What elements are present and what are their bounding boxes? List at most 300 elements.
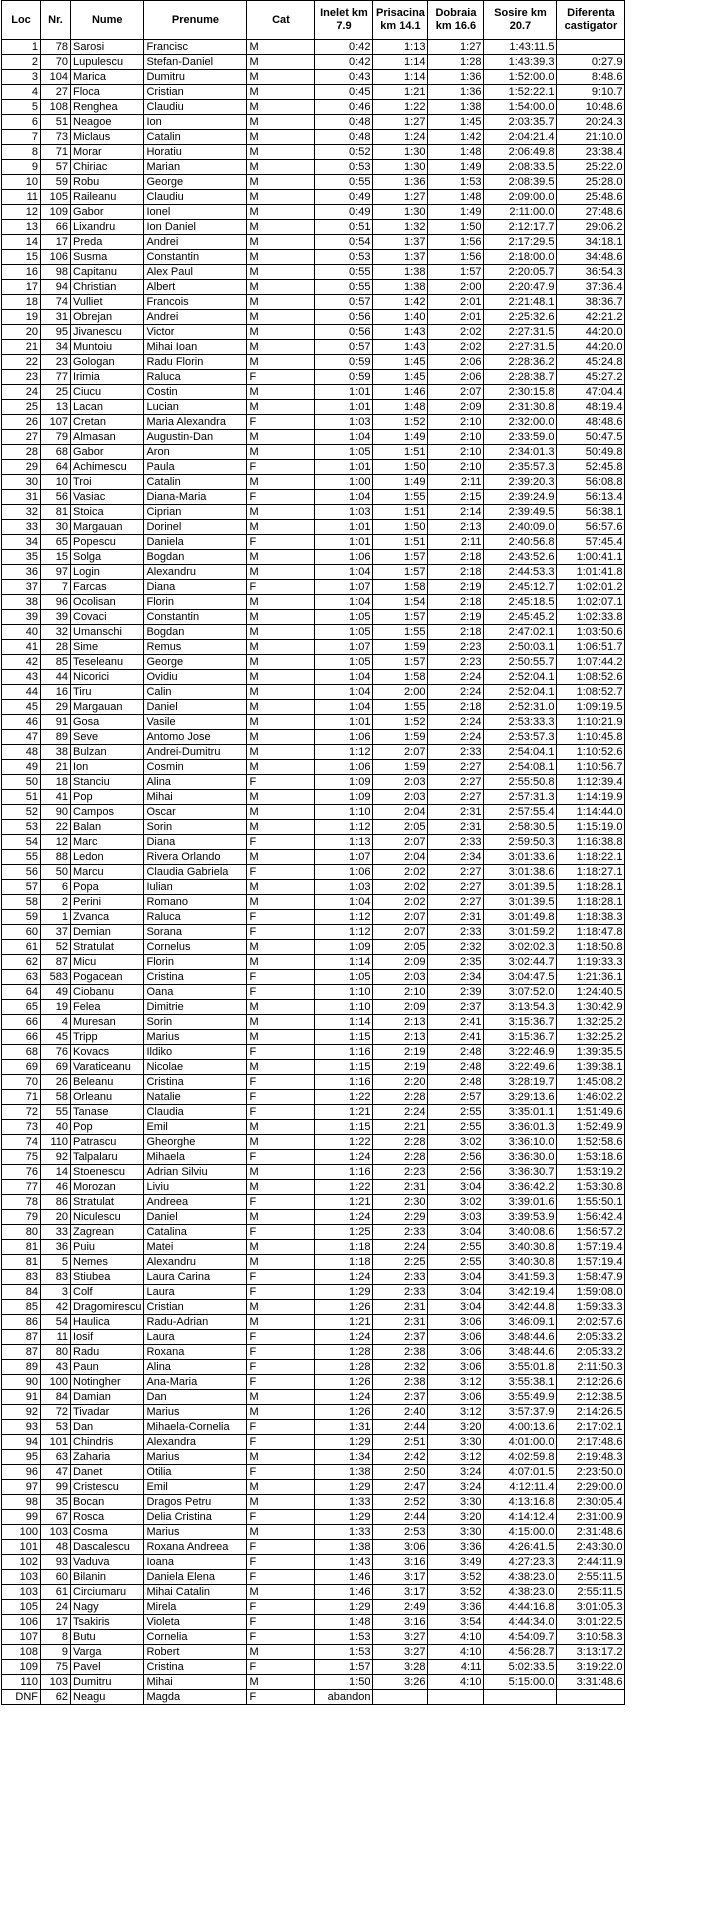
loc-cell: 27	[2, 430, 41, 445]
prisacina-cell: 2:33	[373, 1270, 428, 1285]
dobraia-cell: 2:57	[428, 1090, 484, 1105]
prenume-cell: Cristian	[144, 1300, 247, 1315]
prisacina-cell: 1:22	[373, 100, 428, 115]
nume-cell: Popescu	[71, 535, 144, 550]
prenume-cell: Claudia Gabriela	[144, 865, 247, 880]
loc-cell: 62	[2, 955, 41, 970]
prisacina-cell: 1:51	[373, 445, 428, 460]
diferenta-cell: 56:13.4	[557, 490, 625, 505]
table-row	[2, 1345, 625, 1360]
prenume-cell: Cristian	[144, 85, 247, 100]
cat-cell: F	[247, 1540, 315, 1555]
prenume-cell: Alexandru	[144, 565, 247, 580]
nume-cell: Circiumaru	[71, 1585, 144, 1600]
prenume-cell: Francisc	[144, 40, 247, 55]
nume-cell: Tivadar	[71, 1405, 144, 1420]
inelet-cell: 0:43	[315, 70, 373, 85]
sosire-cell: 2:45:12.7	[484, 580, 557, 595]
sosire-cell: 2:04:21.4	[484, 130, 557, 145]
nume-cell: Damian	[71, 1390, 144, 1405]
prenume-cell: Alina	[144, 1360, 247, 1375]
nr-cell: 3	[41, 1285, 71, 1300]
cat-cell: M	[247, 55, 315, 70]
nume-cell: Stratulat	[71, 1195, 144, 1210]
sosire-cell: 3:36:01.3	[484, 1120, 557, 1135]
inelet-cell: 1:09	[315, 940, 373, 955]
nume-cell: Floca	[71, 85, 144, 100]
cat-cell: M	[247, 1255, 315, 1270]
diferenta-cell: 50:49.8	[557, 445, 625, 460]
inelet-cell: 1:29	[315, 1600, 373, 1615]
dobraia-cell: 3:04	[428, 1225, 484, 1240]
prisacina-cell: 2:40	[373, 1405, 428, 1420]
diferenta-cell: 56:57.6	[557, 520, 625, 535]
cat-cell: M	[247, 730, 315, 745]
diferenta-cell: 45:24.8	[557, 355, 625, 370]
table-row	[2, 895, 625, 910]
loc-cell: 22	[2, 355, 41, 370]
prenume-cell: Mihaela-Cornelia	[144, 1420, 247, 1435]
table-row	[2, 100, 625, 115]
prisacina-cell: 1:21	[373, 85, 428, 100]
dobraia-cell: 2:55	[428, 1105, 484, 1120]
table-row	[2, 1555, 625, 1570]
sosire-cell: 3:42:44.8	[484, 1300, 557, 1315]
dobraia-cell: 2:14	[428, 505, 484, 520]
inelet-cell: 1:04	[315, 595, 373, 610]
cat-cell: M	[247, 1675, 315, 1690]
dobraia-cell: 2:23	[428, 640, 484, 655]
table-row	[2, 820, 625, 835]
prisacina-cell: 1:57	[373, 655, 428, 670]
inelet-cell: 1:12	[315, 925, 373, 940]
prenume-cell: Catalina	[144, 1225, 247, 1240]
prenume-cell: Diana	[144, 580, 247, 595]
prenume-cell: Laura	[144, 1330, 247, 1345]
nume-cell: Stanciu	[71, 775, 144, 790]
sosire-cell: 3:01:39.5	[484, 880, 557, 895]
diferenta-cell: 2:05:33.2	[557, 1345, 625, 1360]
prisacina-cell: 2:44	[373, 1510, 428, 1525]
table-row	[2, 730, 625, 745]
inelet-cell: 0:55	[315, 280, 373, 295]
prisacina-cell: 3:17	[373, 1570, 428, 1585]
cat-cell: M	[247, 235, 315, 250]
diferenta-cell: 1:18:28.1	[557, 880, 625, 895]
nume-cell: Orleanu	[71, 1090, 144, 1105]
sosire-cell: 3:29:13.6	[484, 1090, 557, 1105]
table-row	[2, 325, 625, 340]
diferenta-cell: 1:32:25.2	[557, 1015, 625, 1030]
inelet-cell: 1:07	[315, 850, 373, 865]
nr-cell: 13	[41, 400, 71, 415]
prenume-cell: Constantin	[144, 250, 247, 265]
prenume-cell: Catalin	[144, 475, 247, 490]
table-row	[2, 175, 625, 190]
inelet-cell: 1:03	[315, 505, 373, 520]
prisacina-cell: 2:47	[373, 1480, 428, 1495]
loc-cell: 103	[2, 1585, 41, 1600]
cat-cell: M	[247, 955, 315, 970]
cat-cell: M	[247, 1405, 315, 1420]
nume-cell: Radu	[71, 1345, 144, 1360]
inelet-cell: 1:03	[315, 880, 373, 895]
sosire-cell: 2:32:00.0	[484, 415, 557, 430]
sosire-cell: 2:18:00.0	[484, 250, 557, 265]
prisacina-cell: 2:53	[373, 1525, 428, 1540]
diferenta-cell: 1:53:18.6	[557, 1150, 625, 1165]
diferenta-cell: 1:07:44.2	[557, 655, 625, 670]
prenume-cell: Dumitru	[144, 70, 247, 85]
loc-cell: 96	[2, 1465, 41, 1480]
loc-cell: 31	[2, 490, 41, 505]
sosire-cell: 2:58:30.5	[484, 820, 557, 835]
sosire-cell: 4:14:12.4	[484, 1510, 557, 1525]
prenume-cell: Albert	[144, 280, 247, 295]
dobraia-cell: 2:48	[428, 1060, 484, 1075]
table-row	[2, 1270, 625, 1285]
loc-cell: 46	[2, 715, 41, 730]
cat-cell: M	[247, 1300, 315, 1315]
loc-cell: 37	[2, 580, 41, 595]
nr-cell: 5	[41, 1255, 71, 1270]
header-dobraia: Dobraia km 16.6	[428, 1, 484, 40]
cat-cell: M	[247, 130, 315, 145]
diferenta-cell: 37:36.4	[557, 280, 625, 295]
sosire-cell: 2:11:00.0	[484, 205, 557, 220]
loc-cell: 77	[2, 1180, 41, 1195]
inelet-cell: 1:28	[315, 1360, 373, 1375]
prisacina-cell: 2:25	[373, 1255, 428, 1270]
header-inelet: Inelet km 7.9	[315, 1, 373, 40]
loc-cell: 99	[2, 1510, 41, 1525]
nume-cell: Ocolisan	[71, 595, 144, 610]
dobraia-cell: 2:34	[428, 850, 484, 865]
prenume-cell: Bogdan	[144, 550, 247, 565]
prisacina-cell: 2:05	[373, 940, 428, 955]
cat-cell: M	[247, 115, 315, 130]
dobraia-cell: 2:19	[428, 580, 484, 595]
prisacina-cell: 3:28	[373, 1660, 428, 1675]
header-prenume: Prenume	[144, 1, 247, 40]
dobraia-cell: 1:45	[428, 115, 484, 130]
diferenta-cell: 1:30:42.9	[557, 1000, 625, 1015]
dobraia-cell: 2:06	[428, 355, 484, 370]
inelet-cell: 0:49	[315, 190, 373, 205]
prisacina-cell: 2:33	[373, 1225, 428, 1240]
sosire-cell: 3:36:30.7	[484, 1165, 557, 1180]
cat-cell: F	[247, 1510, 315, 1525]
table-row	[2, 40, 625, 55]
dobraia-cell: 2:18	[428, 700, 484, 715]
inelet-cell: 1:26	[315, 1375, 373, 1390]
dobraia-cell: 3:30	[428, 1525, 484, 1540]
nume-cell: Micu	[71, 955, 144, 970]
loc-cell: 86	[2, 1315, 41, 1330]
prisacina-cell: 2:07	[373, 910, 428, 925]
table-row	[2, 475, 625, 490]
table-row	[2, 160, 625, 175]
dobraia-cell: 4:11	[428, 1660, 484, 1675]
diferenta-cell: 25:22.0	[557, 160, 625, 175]
prenume-cell: Ionel	[144, 205, 247, 220]
cat-cell: M	[247, 310, 315, 325]
diferenta-cell: 1:03:50.6	[557, 625, 625, 640]
table-row	[2, 55, 625, 70]
prenume-cell: Mihai	[144, 790, 247, 805]
dobraia-cell: 2:27	[428, 760, 484, 775]
prisacina-cell: 1:55	[373, 625, 428, 640]
nume-cell: Zagrean	[71, 1225, 144, 1240]
diferenta-cell: 1:10:52.6	[557, 745, 625, 760]
prisacina-cell: 2:03	[373, 970, 428, 985]
sosire-cell: 2:28:38.7	[484, 370, 557, 385]
prenume-cell: Andrei-Dumitru	[144, 745, 247, 760]
nume-cell: Bulzan	[71, 745, 144, 760]
inelet-cell: 1:06	[315, 865, 373, 880]
nr-cell: 70	[41, 55, 71, 70]
nr-cell: 18	[41, 775, 71, 790]
nume-cell: Neagoe	[71, 115, 144, 130]
table-row	[2, 1015, 625, 1030]
prenume-cell: Andreea	[144, 1195, 247, 1210]
cat-cell: M	[247, 805, 315, 820]
dobraia-cell: 3:06	[428, 1315, 484, 1330]
diferenta-cell: 1:18:28.1	[557, 895, 625, 910]
sosire-cell: 4:00:13.6	[484, 1420, 557, 1435]
loc-cell: 30	[2, 475, 41, 490]
inelet-cell: 1:18	[315, 1240, 373, 1255]
diferenta-cell: 1:51:49.6	[557, 1105, 625, 1120]
table-row	[2, 1165, 625, 1180]
diferenta-cell: 1:58:47.9	[557, 1270, 625, 1285]
nr-cell: 55	[41, 1105, 71, 1120]
cat-cell: M	[247, 475, 315, 490]
inelet-cell: 1:00	[315, 475, 373, 490]
loc-cell: 73	[2, 1120, 41, 1135]
diferenta-cell: 1:52:49.9	[557, 1120, 625, 1135]
prenume-cell: Magda	[144, 1690, 247, 1705]
nume-cell: Colf	[71, 1285, 144, 1300]
nume-cell: Patrascu	[71, 1135, 144, 1150]
table-row	[2, 1525, 625, 1540]
prenume-cell: Ana-Maria	[144, 1375, 247, 1390]
loc-cell: 72	[2, 1105, 41, 1120]
table-row	[2, 1090, 625, 1105]
inelet-cell: 1:15	[315, 1030, 373, 1045]
table-row	[2, 265, 625, 280]
sosire-cell: 3:01:49.8	[484, 910, 557, 925]
nr-cell: 100	[41, 1375, 71, 1390]
loc-cell: 12	[2, 205, 41, 220]
cat-cell: M	[247, 520, 315, 535]
nume-cell: Puiu	[71, 1240, 144, 1255]
inelet-cell: 0:56	[315, 310, 373, 325]
nr-cell: 43	[41, 1360, 71, 1375]
dobraia-cell: 3:36	[428, 1540, 484, 1555]
sosire-cell: 2:55:50.8	[484, 775, 557, 790]
sosire-cell: 2:52:04.1	[484, 685, 557, 700]
table-row	[2, 670, 625, 685]
sosire-cell: 2:17:29.5	[484, 235, 557, 250]
sosire-cell: 3:55:01.8	[484, 1360, 557, 1375]
cat-cell: F	[247, 1435, 315, 1450]
prisacina-cell: 1:59	[373, 640, 428, 655]
diferenta-cell: 1:18:50.8	[557, 940, 625, 955]
diferenta-cell: 3:01:22.5	[557, 1615, 625, 1630]
inelet-cell: 1:01	[315, 715, 373, 730]
cat-cell: F	[247, 1345, 315, 1360]
nume-cell: Raileanu	[71, 190, 144, 205]
diferenta-cell: 1:10:56.7	[557, 760, 625, 775]
dobraia-cell: 2:31	[428, 805, 484, 820]
inelet-cell: 1:10	[315, 805, 373, 820]
table-row	[2, 490, 625, 505]
inelet-cell: 1:53	[315, 1645, 373, 1660]
nume-cell: Tiru	[71, 685, 144, 700]
prisacina-cell: 1:27	[373, 115, 428, 130]
nr-cell: 583	[41, 970, 71, 985]
inelet-cell: 1:01	[315, 535, 373, 550]
nr-cell: 33	[41, 1225, 71, 1240]
diferenta-cell: 44:20.0	[557, 325, 625, 340]
nume-cell: Seve	[71, 730, 144, 745]
cat-cell: M	[247, 1165, 315, 1180]
diferenta-cell: 2:14:26.5	[557, 1405, 625, 1420]
diferenta-cell: 2:12:38.5	[557, 1390, 625, 1405]
sosire-cell: 3:01:39.5	[484, 895, 557, 910]
diferenta-cell: 21:10.0	[557, 130, 625, 145]
loc-cell: 39	[2, 610, 41, 625]
cat-cell: F	[247, 490, 315, 505]
table-row	[2, 1510, 625, 1525]
dobraia-cell: 2:02	[428, 325, 484, 340]
loc-cell: 84	[2, 1285, 41, 1300]
nr-cell: 83	[41, 1270, 71, 1285]
dobraia-cell: 2:31	[428, 820, 484, 835]
dobraia-cell: 3:12	[428, 1375, 484, 1390]
dobraia-cell: 1:50	[428, 220, 484, 235]
cat-cell: F	[247, 910, 315, 925]
cat-cell: M	[247, 100, 315, 115]
nume-cell: Margauan	[71, 700, 144, 715]
table-row	[2, 385, 625, 400]
prenume-cell: Romano	[144, 895, 247, 910]
table-row	[2, 1390, 625, 1405]
inelet-cell: 1:16	[315, 1045, 373, 1060]
prenume-cell: Augustin-Dan	[144, 430, 247, 445]
dobraia-cell: 3:06	[428, 1330, 484, 1345]
diferenta-cell: 1:12:39.4	[557, 775, 625, 790]
nr-cell: 27	[41, 85, 71, 100]
diferenta-cell: 1:14:44.0	[557, 805, 625, 820]
inelet-cell: 1:24	[315, 1210, 373, 1225]
prisacina-cell: 2:24	[373, 1105, 428, 1120]
prisacina-cell: 1:52	[373, 415, 428, 430]
inelet-cell: 0:59	[315, 370, 373, 385]
prisacina-cell: 2:28	[373, 1135, 428, 1150]
nume-cell: Sarosi	[71, 40, 144, 55]
prenume-cell: Marian	[144, 160, 247, 175]
diferenta-cell: 56:08.8	[557, 475, 625, 490]
dobraia-cell: 2:33	[428, 925, 484, 940]
loc-cell: 70	[2, 1075, 41, 1090]
loc-cell: 16	[2, 265, 41, 280]
nr-cell: 31	[41, 310, 71, 325]
sosire-cell: 5:02:33.5	[484, 1660, 557, 1675]
diferenta-cell: 1:16:38.8	[557, 835, 625, 850]
cat-cell: F	[247, 1570, 315, 1585]
nume-cell: Tsakiris	[71, 1615, 144, 1630]
nr-cell: 24	[41, 1600, 71, 1615]
prisacina-cell: 2:31	[373, 1300, 428, 1315]
prenume-cell: Dimitrie	[144, 1000, 247, 1015]
nr-cell: 72	[41, 1405, 71, 1420]
inelet-cell: 1:26	[315, 1405, 373, 1420]
cat-cell: F	[247, 415, 315, 430]
nr-cell: 103	[41, 1675, 71, 1690]
cat-cell: M	[247, 1180, 315, 1195]
inelet-cell: 1:07	[315, 580, 373, 595]
cat-cell: F	[247, 1690, 315, 1705]
nr-cell: 60	[41, 1570, 71, 1585]
cat-cell: F	[247, 1600, 315, 1615]
sosire-cell: 3:35:01.1	[484, 1105, 557, 1120]
nume-cell: Haulica	[71, 1315, 144, 1330]
nr-cell: 107	[41, 415, 71, 430]
diferenta-cell: 2:05:33.2	[557, 1330, 625, 1345]
nume-cell: Vasiac	[71, 490, 144, 505]
prenume-cell: Natalie	[144, 1090, 247, 1105]
cat-cell: F	[247, 1195, 315, 1210]
sosire-cell: 3:57:37.9	[484, 1405, 557, 1420]
nume-cell: Niculescu	[71, 1210, 144, 1225]
dobraia-cell: 2:56	[428, 1165, 484, 1180]
dobraia-cell: 3:24	[428, 1480, 484, 1495]
diferenta-cell: 42:21.2	[557, 310, 625, 325]
diferenta-cell: 3:31:48.6	[557, 1675, 625, 1690]
nume-cell: Varaticeanu	[71, 1060, 144, 1075]
nume-cell: Butu	[71, 1630, 144, 1645]
prenume-cell: Alexandru	[144, 1255, 247, 1270]
dobraia-cell: 2:01	[428, 295, 484, 310]
table-row	[2, 145, 625, 160]
inelet-cell: 0:56	[315, 325, 373, 340]
prenume-cell: Mirela	[144, 1600, 247, 1615]
sosire-cell: 3:36:30.0	[484, 1150, 557, 1165]
sosire-cell: 3:02:44.7	[484, 955, 557, 970]
loc-cell: 74	[2, 1135, 41, 1150]
sosire-cell: 2:52:04.1	[484, 670, 557, 685]
sosire-cell: 4:02:59.8	[484, 1450, 557, 1465]
loc-cell: 51	[2, 790, 41, 805]
diferenta-cell: 1:57:19.4	[557, 1255, 625, 1270]
loc-cell: 20	[2, 325, 41, 340]
prisacina-cell: 1:30	[373, 160, 428, 175]
cat-cell: M	[247, 550, 315, 565]
prisacina-cell: 1:48	[373, 400, 428, 415]
cat-cell: M	[247, 145, 315, 160]
diferenta-cell: 1:10:21.9	[557, 715, 625, 730]
loc-cell: 49	[2, 760, 41, 775]
prisacina-cell: 1:42	[373, 295, 428, 310]
nr-cell: 58	[41, 1090, 71, 1105]
sosire-cell: 2:20:47.9	[484, 280, 557, 295]
diferenta-cell: 2:55:11.5	[557, 1585, 625, 1600]
nume-cell: Cosma	[71, 1525, 144, 1540]
cat-cell: F	[247, 970, 315, 985]
prisacina-cell: 1:51	[373, 505, 428, 520]
